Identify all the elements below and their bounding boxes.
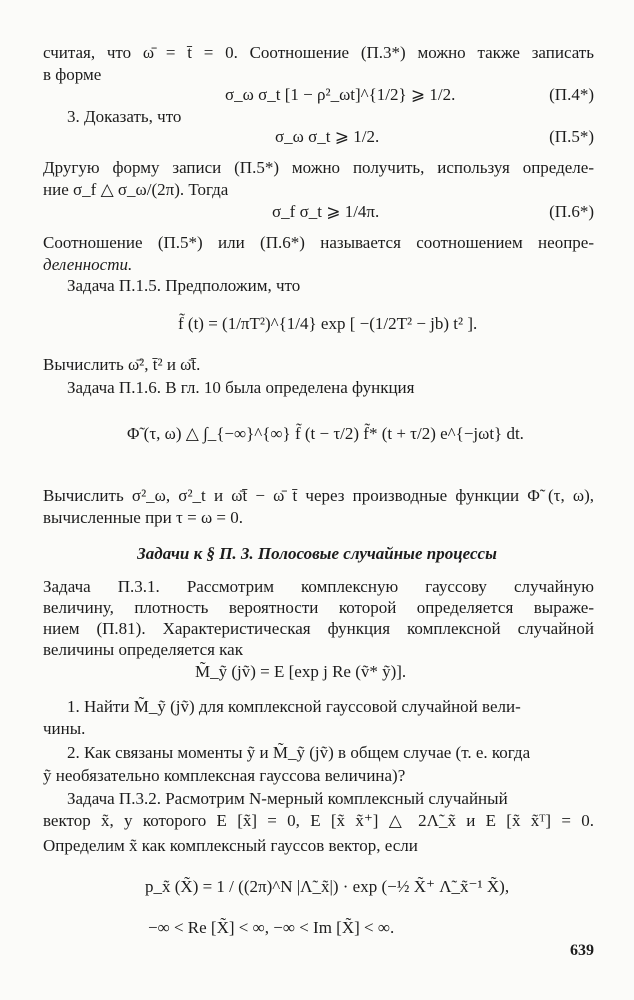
problem-heading: Задача П.3.2. Расмотрим N-мерный комплексный случайный xyxy=(67,789,508,808)
text-line: Другую форму записи (П.5*) можно получить, используя определе- xyxy=(43,158,594,177)
equation-p: p_x̃ (X̃) = 1 / ((2π)^N |Λ̃_x̃|) · exp (−½ X̃⁺ Λ̃_x̃⁻¹ X̃), xyxy=(145,877,510,896)
problem-heading: Задача П.1.5. Предположим, что xyxy=(67,276,301,295)
equation-m: M̃_ỹ (jṽ) = E [exp j Re (ṽ* ỹ)]. xyxy=(195,662,407,681)
text-line: вектор x̃, у которого E [x̃] = 0, E [x̃ x̃⁺] △ 2Λ̃_x̃ и E [x̃ x̃ᵀ] = 0. xyxy=(43,811,594,830)
equation-number: (П.4*) xyxy=(549,85,594,104)
text-line: 1. Найти M̃_ỹ (jṽ) для комплексной гауссовой случайной вели- xyxy=(67,697,521,716)
text-line: величину, плотность вероятности которой определяется выраже- xyxy=(43,598,594,617)
text-line: в форме xyxy=(43,65,102,84)
equation-p5: σ_ω σ_t ⩾ 1/2. xyxy=(275,127,380,146)
equation-p6: σ_f σ_t ⩾ 1/4π. xyxy=(272,202,380,221)
text-line: Соотношение (П.5*) или (П.6*) называется соотношением неопре- xyxy=(43,233,594,252)
text-line: деленности. xyxy=(43,255,133,274)
text-line: ỹ необязательно комплексная гауссова величина)? xyxy=(43,766,406,785)
text-line: нием (П.81). Характеристическая функция комплексной случайной xyxy=(43,619,594,638)
equation-number: (П.5*) xyxy=(549,127,594,146)
text-line: 2. Как связаны моменты ỹ и M̃_ỹ (jṽ) в общем случае (т. е. когда xyxy=(67,743,531,762)
problem-heading: Задача П.1.6. В гл. 10 была определена функция xyxy=(67,378,415,397)
text-line: ние σ_f △ σ_ω/(2π). Тогда xyxy=(43,180,229,199)
equation-p4: σ_ω σ_t [1 − ρ²_ωt]^{1/2} ⩾ 1/2. xyxy=(225,85,456,104)
text-line: величины определяется как xyxy=(43,640,243,659)
text-line: Задача П.3.1. Рассмотрим комплексную гауссову случайную xyxy=(43,577,594,596)
text-line: Определим x̃ как комплексный гауссов вектор, если xyxy=(43,836,418,855)
equation-phi: Φ̃ (τ, ω) △ ∫_{−∞}^{∞} f̃ (t − τ/2) f̃* (t + τ/2) e^{−jωt} dt. xyxy=(127,424,524,443)
equation-number: (П.6*) xyxy=(549,202,594,221)
page-number: 639 xyxy=(570,942,594,959)
section-heading: Задачи к § П. 3. Полосовые случайные процессы xyxy=(137,544,497,563)
text-line: чины. xyxy=(43,719,86,738)
text-line: Вычислить σ²_ω, σ²_t и ω̄t̄ − ω̄ t̄ через производные функции Φ̃ (τ, ω), xyxy=(43,486,594,505)
equation-f: f̃ (t) = (1/πT²)^{1/4} exp [ −(1/2T² − jb) t² ]. xyxy=(178,314,478,333)
text-line: 3. Доказать, что xyxy=(67,107,182,126)
text-line: вычисленные при τ = ω = 0. xyxy=(43,508,243,527)
text-line: Вычислить ω̄², t̄² и ω̄t̄. xyxy=(43,355,201,374)
equation-range: −∞ < Re [X̃] < ∞, −∞ < Im [X̃] < ∞. xyxy=(148,918,395,937)
text-line: считая, что ω̄ = t̄ = 0. Соотношение (П.3*) можно также записать xyxy=(43,43,594,62)
